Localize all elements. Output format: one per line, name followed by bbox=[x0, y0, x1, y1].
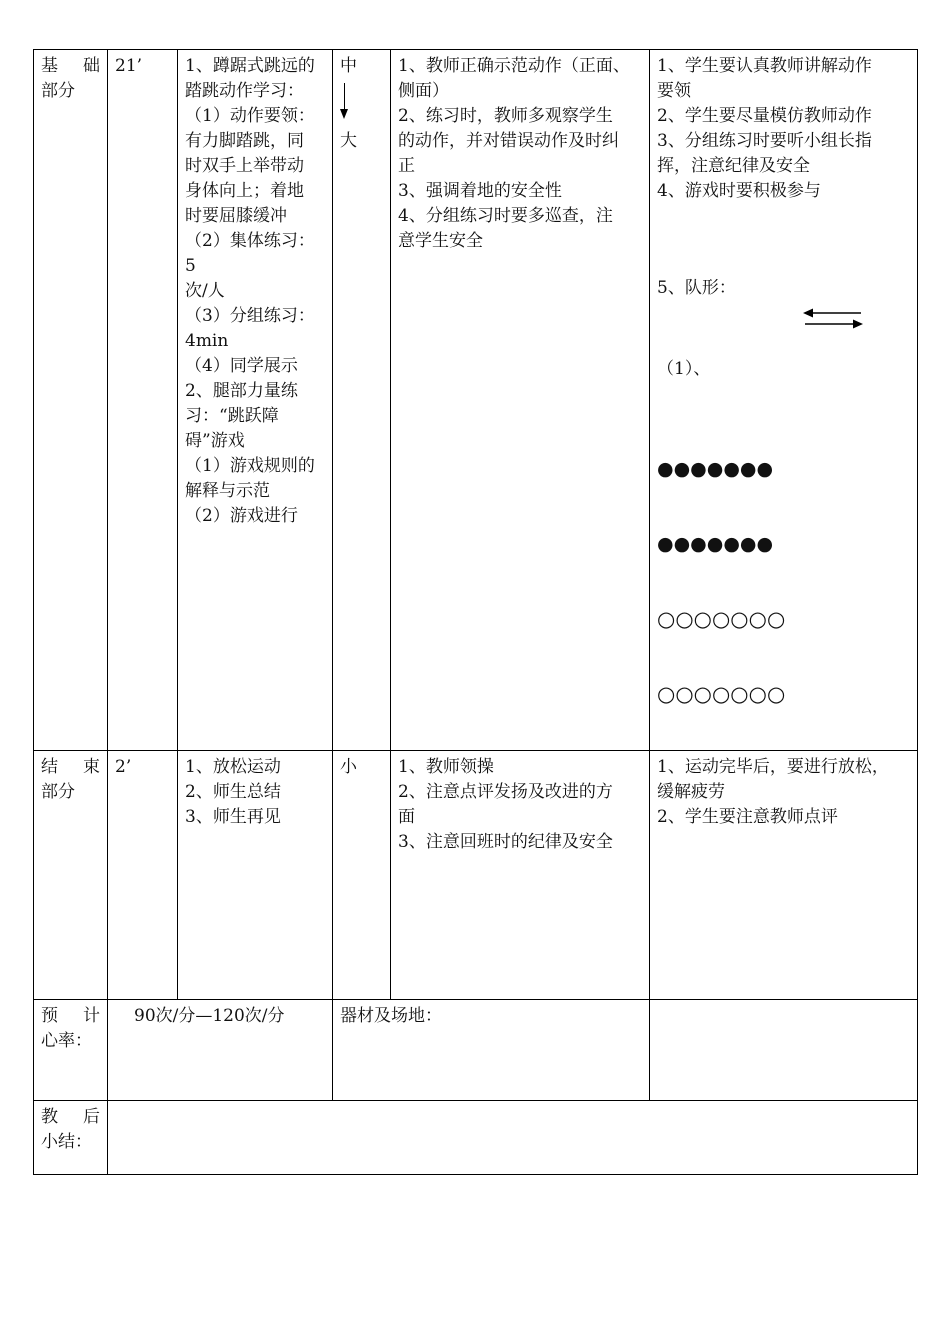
basic-content-line: （2）集体练习：5 bbox=[185, 231, 315, 276]
teacher-line: 2、注意点评发扬及改进的方 bbox=[398, 782, 613, 802]
intensity-medium: 中 bbox=[340, 56, 357, 76]
equipment-label-text: 器材及场地： bbox=[340, 1006, 442, 1026]
ending-section-label-line2: 部分 bbox=[41, 782, 75, 802]
basic-content bbox=[178, 50, 333, 751]
ending-time: 2’ bbox=[108, 751, 178, 1000]
basic-content-line: （4）同学展示 bbox=[185, 356, 298, 376]
summary-label bbox=[34, 1101, 108, 1175]
basic-content-line: 时要屈膝缓冲 bbox=[185, 206, 287, 226]
heart-rate-row bbox=[34, 1000, 918, 1101]
heart-rate-label bbox=[34, 1000, 108, 1101]
basic-content-line: 4min bbox=[185, 331, 229, 351]
formation-row-hollow: ○○○○○○○ bbox=[657, 607, 786, 631]
ending-section-label bbox=[34, 751, 108, 1000]
basic-intensity bbox=[333, 50, 391, 751]
ending-content-line: 1、放松运动 bbox=[185, 757, 281, 777]
ending-content bbox=[178, 751, 333, 1000]
ending-content-line: 2、师生总结 bbox=[185, 782, 281, 802]
basic-content-line: （3）分组练习： bbox=[185, 306, 315, 326]
summary-label-line2: 小结： bbox=[41, 1132, 92, 1152]
formation-row-filled: ●●●●●●● bbox=[657, 458, 774, 480]
teacher-line: 侧面） bbox=[398, 81, 449, 101]
ending-student-activity bbox=[650, 751, 918, 1000]
basic-content-line: 身体向上；着地 bbox=[185, 181, 304, 201]
heart-rate-value: 90次/分—120次/分 bbox=[108, 1000, 333, 1101]
basic-content-line: 碍”游戏 bbox=[185, 431, 245, 451]
ending-section-row bbox=[34, 751, 918, 1000]
formation-title: 5、队形： bbox=[657, 278, 736, 298]
summary-value bbox=[108, 1101, 918, 1175]
equipment-label bbox=[333, 1000, 650, 1101]
basic-content-line: 时双手上举带动 bbox=[185, 156, 304, 176]
ending-teacher-activity bbox=[391, 751, 650, 1000]
basic-content-line: 踏跳动作学习： bbox=[185, 81, 304, 101]
intensity-large: 大 bbox=[340, 131, 357, 151]
student-line: 1、学生要认真教师讲解动作 bbox=[657, 56, 872, 76]
formation-diagram bbox=[657, 307, 910, 706]
ending-intensity: 小 bbox=[333, 751, 391, 1000]
teacher-line: 意学生安全 bbox=[398, 231, 483, 251]
basic-content-line: （1）动作要领： bbox=[185, 106, 315, 126]
formation-row-filled: ●●●●●●● bbox=[657, 533, 774, 555]
basic-content-line: 1、蹲踞式跳远的 bbox=[185, 56, 315, 76]
summary-row bbox=[34, 1101, 918, 1175]
ending-section-label-line1: 结 束 bbox=[41, 757, 100, 777]
formation-subtitle: （1）、 bbox=[657, 359, 711, 379]
equipment-box bbox=[650, 1000, 918, 1100]
formation-row-hollow: ○○○○○○○ bbox=[657, 682, 786, 706]
equipment-line bbox=[650, 1054, 911, 1079]
basic-teacher-activity bbox=[391, 50, 650, 751]
basic-content-line: 有力脚踏跳，同 bbox=[185, 131, 304, 151]
two-way-arrows-icon bbox=[803, 307, 863, 331]
heart-rate-label-line1: 预 计 bbox=[41, 1006, 100, 1026]
teacher-line: 的动作，并对错误动作及时纠 bbox=[398, 131, 619, 151]
student-line: 缓解疲劳 bbox=[657, 782, 725, 802]
equipment-list bbox=[650, 1000, 918, 1101]
teacher-line: 3、注意回班时的纪律及安全 bbox=[398, 832, 613, 852]
heart-rate-label-line2: 心率： bbox=[41, 1031, 92, 1051]
basic-section-label-line2: 部分 bbox=[41, 81, 75, 101]
basic-content-line: 次/人 bbox=[185, 281, 225, 301]
student-line: 3、分组练习时要听小组长指 bbox=[657, 131, 872, 151]
basic-content-line: （2）游戏进行 bbox=[185, 506, 298, 526]
teacher-line: 1、教师正确示范动作（正面、 bbox=[398, 56, 630, 76]
basic-content-line: 解释与示范 bbox=[185, 481, 270, 501]
ending-content-line: 3、师生再见 bbox=[185, 807, 281, 827]
basic-student-activity bbox=[650, 50, 918, 751]
student-line: 4、游戏时要积极参与 bbox=[657, 181, 821, 201]
student-line: 要领 bbox=[657, 81, 691, 101]
student-line: 2、学生要尽量模仿教师动作 bbox=[657, 106, 872, 126]
teacher-line: 4、分组练习时要多巡查，注 bbox=[398, 206, 613, 226]
teacher-line: 2、练习时，教师多观察学生 bbox=[398, 106, 613, 126]
basic-section-row bbox=[34, 50, 918, 751]
teacher-line: 面 bbox=[398, 807, 415, 827]
student-line: 1、运动完毕后，要进行放松， bbox=[657, 757, 889, 777]
teacher-line: 1、教师领操 bbox=[398, 757, 494, 777]
summary-label-line1: 教 后 bbox=[41, 1107, 100, 1127]
basic-time: 21’ bbox=[108, 50, 178, 751]
basic-content-line: 习：“跳跃障 bbox=[185, 406, 279, 426]
lesson-plan-table bbox=[33, 49, 918, 1175]
basic-section-label-line1: 基 础 bbox=[41, 56, 100, 76]
teacher-line: 正 bbox=[398, 156, 415, 176]
student-line: 挥，注意纪律及安全 bbox=[657, 156, 810, 176]
teacher-line: 3、强调着地的安全性 bbox=[398, 181, 562, 201]
basic-content-line: （1）游戏规则的 bbox=[185, 456, 315, 476]
student-line: 2、学生要注意教师点评 bbox=[657, 807, 838, 827]
basic-section-label bbox=[34, 50, 108, 751]
basic-content-line: 2、腿部力量练 bbox=[185, 381, 298, 401]
